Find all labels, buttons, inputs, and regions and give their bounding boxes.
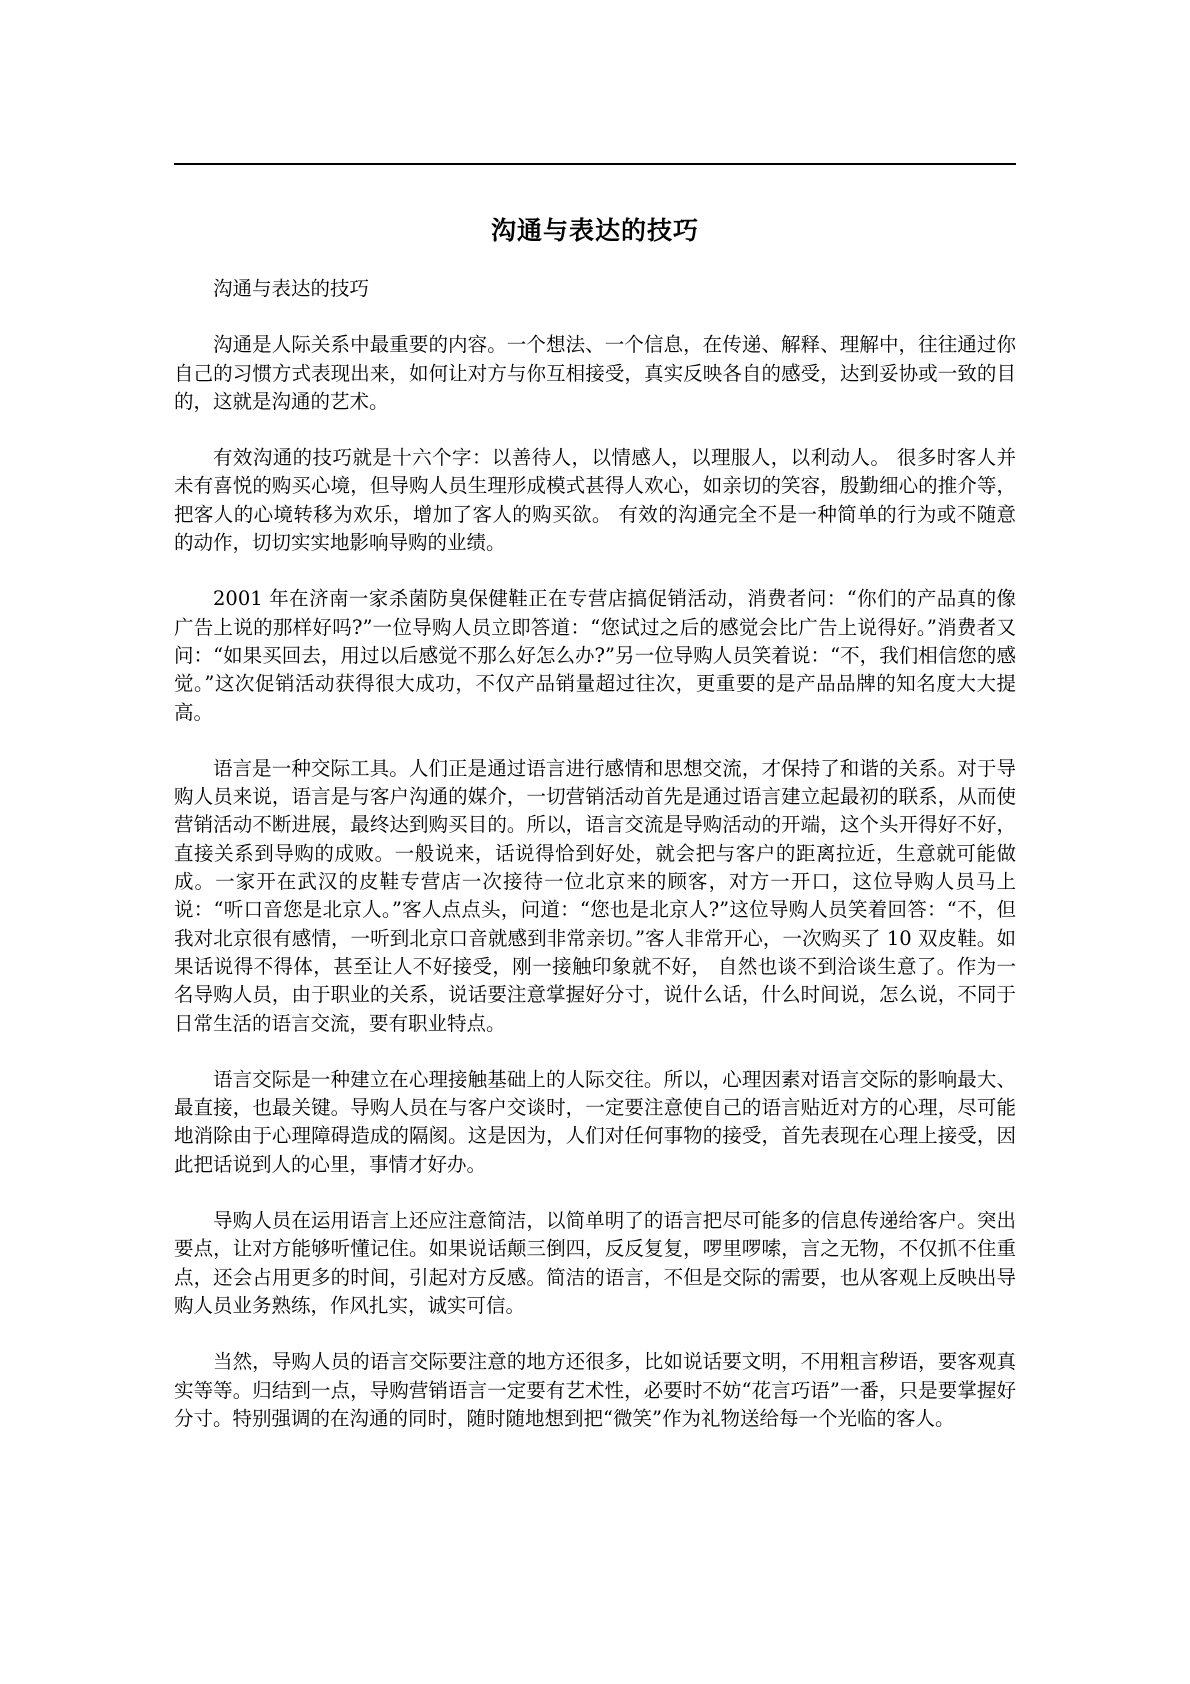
header-rule bbox=[174, 163, 1016, 165]
paragraph-5: 语言交际是一种建立在心理接触基础上的人际交往。所以，心理因素对语言交际的影响最大、最直接，也最关键。导购人员在与客户交谈时，一定要注意使自己的语言贴近对方的心理，尽可能地消除由于心理障碍造成的隔阂。这是因为，人们对任何事物的接受，首先表现在心理上接受，因此把话说到人的心里，事情才好办。 bbox=[174, 1067, 1016, 1176]
paragraph-7: 当然，导购人员的语言交际要注意的地方还很多，比如说话要文明，不用粗言秽语，要客观真实等等。归结到一点，导购营销语言一定要有艺术性，必要时不妨“花言巧语”一番，只是要掌握好分寸。特别强调的在沟通的同时，随时随地想到把“微笑”作为礼物送给每一个光临的客人。 bbox=[174, 1350, 1016, 1430]
paragraph-6: 导购人员在运用语言上还应注意简洁，以简单明了的语言把尽可能多的信息传递给客户。突出要点，让对方能够听懂记住。如果说话颠三倒四，反反复复，啰里啰嗦，言之无物，不仅抓不住重点，还会占用更多的时间，引起对方反感。简洁的语言，不但是交际的需要，也从客观上反映出导购人员业务熟练，作风扎实，诚实可信。 bbox=[174, 1209, 1016, 1317]
paragraph-2: 有效沟通的技巧就是十六个字：以善待人，以情感人，以理服人，以利动人。 很多时客人并未有喜悦的购买心境，但导购人员生理形成模式甚得人欢心，如亲切的笑容，殷勤细心的推介等，把客人的心境转移为欢乐，增加了客人的购买欲。 有效的沟通完全不是一种简单的行为或不随意的动作，切切实实地影响导购的业绩。 bbox=[174, 446, 1016, 555]
paragraph-3: 2001 年在济南一家杀菌防臭保健鞋正在专营店搞促销活动，消费者问：“你们的产品真的像广告上说的那样好吗?”一位导购人员立即答道：“您试过之后的感觉会比广告上说得好。”消费者又问：“如果买回去，用过以后感觉不那么好怎么办?”另一位导购人员笑着说：“不，我们相信您的感觉。”这次促销活动获得很大成功，不仅产品销量超过往次，更重要的是产品品牌的知名度大大提高。 bbox=[174, 587, 1016, 724]
document-subtitle: 沟通与表达的技巧 bbox=[213, 277, 370, 300]
paragraph-4: 语言是一种交际工具。人们正是通过语言进行感情和思想交流，才保持了和谐的关系。对于导购人员来说，语言是与客户沟通的媒介，一切营销活动首先是通过语言建立起最初的联系，从而使营销活动不断进展，最终达到购买目的。所以，语言交流是导购活动的开端，这个头开得好不好，直接关系到导购的成败。一般说来，话说得恰到好处，就会把与客户的距离拉近，生意就可能做成。一家开在武汉的皮鞋专营店一次接待一位北京来的顾客，对方一开口，这位导购人员马上说：“听口音您是北京人。”客人点点头，问道：“您也是北京人?”这位导购人员笑着回答：“不，但我对北京很有感情，一听到北京口音就感到非常亲切。”客人非常开心，一次购买了 10 双皮鞋。如果话说得不得体，甚至让人不好接受，刚一接触印象就不好， 自然也谈不到洽谈生意了。作为一名导购人员，由于职业的关系，说话要注意掌握好分寸，说什么话，什么时间说，怎么说，不同于日常生活的语言交流，要有职业特点。 bbox=[174, 756, 1016, 1035]
document-title: 沟通与表达的技巧 bbox=[490, 216, 699, 245]
document-body bbox=[174, 275, 1016, 1461]
paragraph-1: 沟通是人际关系中最重要的内容。一个想法、一个信息，在传递、解释、理解中，往往通过你自己的习惯方式表现出来，如何让对方与你互相接受，真实反映各自的感受，达到妥协或一致的目的，这就是沟通的艺术。 bbox=[174, 333, 1016, 413]
